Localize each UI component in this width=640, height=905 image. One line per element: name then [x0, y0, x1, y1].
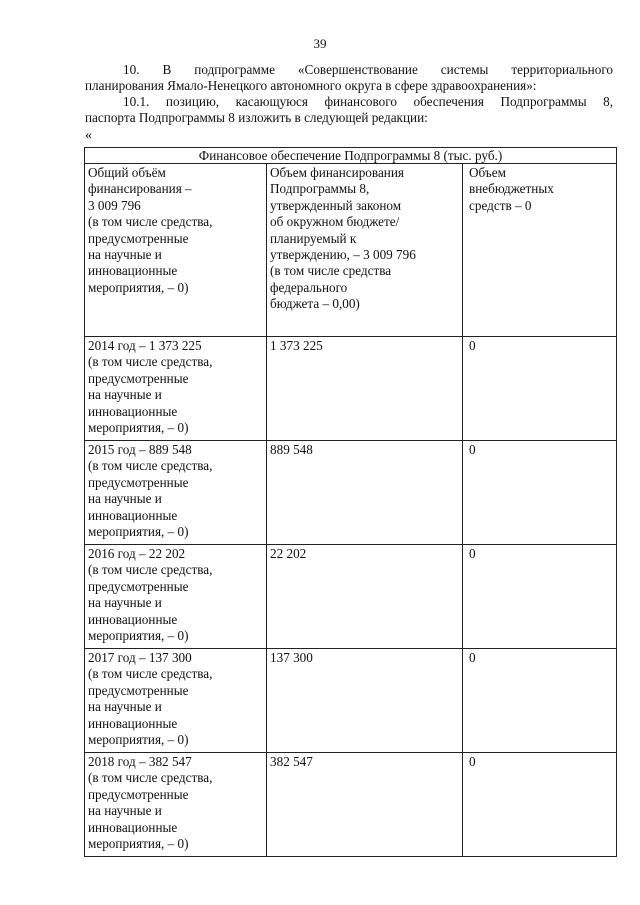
cell-line: инновационные [88, 507, 178, 523]
year-budget-cell: 1 373 225 [267, 337, 463, 441]
cell-line: мероприятия, – 0) [88, 524, 189, 540]
cell-line: (в том числе средства, [88, 770, 213, 786]
cell-line: на научные и [88, 491, 162, 507]
year-total-cell [85, 337, 267, 441]
year-budget-cell: 382 547 [267, 753, 463, 857]
paragraph-line: паспорта Подпрограммы 8 изложить в следующей редакции: [85, 110, 428, 125]
year-total-cell [85, 441, 267, 545]
cell-line: предусмотренные [88, 474, 189, 490]
cell-line: на научные и [88, 595, 162, 611]
header-total-funding [85, 164, 267, 337]
year-extrabudgetary-cell: 0 [463, 545, 617, 649]
cell-line: 3 009 796 [88, 197, 141, 213]
paragraph-10-1 [85, 94, 613, 126]
cell-line: утвержденный законом [270, 197, 402, 213]
paragraph-10 [85, 62, 613, 94]
cell-line: на научные и [88, 699, 162, 715]
table-row [85, 337, 617, 441]
cell-line: на научные и [88, 247, 162, 263]
cell-line: на научные и [88, 803, 162, 819]
cell-line: 2016 год – 22 202 [88, 546, 186, 561]
year-budget-cell: 137 300 [267, 649, 463, 753]
cell-line: бюджета – 0,00) [270, 296, 360, 312]
cell-line: Подпрограммы 8, [270, 181, 370, 197]
cell-line: инновационные [88, 611, 178, 627]
cell-line: инновационные [88, 715, 178, 731]
cell-line: инновационные [88, 819, 178, 835]
header-extrabudgetary [463, 164, 617, 337]
cell-line: средств – 0 [469, 197, 532, 213]
cell-line: (в том числе средства, [88, 354, 213, 370]
cell-line: 2014 год – 1 373 225 [88, 338, 202, 353]
paragraph-line: 10. В подпрограмме «Совершенствование системы территориального [123, 62, 613, 77]
header-program-funding [267, 164, 463, 337]
cell-line: Объем [469, 165, 506, 180]
year-total-cell [85, 545, 267, 649]
cell-line: Общий объём [88, 165, 166, 180]
table-row [85, 441, 617, 545]
cell-line: утверждению, – 3 009 796 [270, 247, 416, 263]
cell-line: предусмотренные [88, 370, 189, 386]
cell-line: федерального [270, 279, 348, 295]
cell-line: инновационные [88, 263, 178, 279]
cell-line: 2018 год – 382 547 [88, 754, 192, 769]
year-budget-cell: 889 548 [267, 441, 463, 545]
table-row [85, 753, 617, 857]
year-extrabudgetary-cell: 0 [463, 337, 617, 441]
page-number: 39 [313, 36, 327, 51]
cell-line: 2015 год – 889 548 [88, 442, 192, 457]
cell-line: 2017 год – 137 300 [88, 650, 192, 665]
cell-line: мероприятия, – 0) [88, 732, 189, 748]
year-extrabudgetary-cell: 0 [463, 649, 617, 753]
paragraph-line: планирования Ямало-Ненецкого автономного округа в сфере здравоохранения»: [85, 78, 537, 93]
cell-line: предусмотренные [88, 578, 189, 594]
cell-line: предусмотренные [88, 230, 189, 246]
cell-line: внебюджетных [469, 181, 554, 197]
paragraph-line: 10.1. позицию, касающуюся финансового обеспечения Подпрограммы 8, [123, 94, 613, 109]
year-total-cell [85, 649, 267, 753]
year-extrabudgetary-cell: 0 [463, 753, 617, 857]
cell-line: мероприятия, – 0) [88, 420, 189, 436]
cell-line: мероприятия, – 0) [88, 628, 189, 644]
year-budget-cell: 22 202 [267, 545, 463, 649]
cell-line: мероприятия, – 0) [88, 279, 189, 295]
cell-line: (в том числе средства, [88, 458, 213, 474]
table-row [85, 545, 617, 649]
year-total-cell [85, 753, 267, 857]
year-extrabudgetary-cell: 0 [463, 441, 617, 545]
cell-line: мероприятия, – 0) [88, 836, 189, 852]
cell-line: инновационные [88, 403, 178, 419]
cell-line: предусмотренные [88, 786, 189, 802]
cell-line: предусмотренные [88, 682, 189, 698]
table-row [85, 649, 617, 753]
table-title: Финансовое обеспечение Подпрограммы 8 (тыс. руб.) [85, 148, 617, 164]
cell-line: (в том числе средства, [88, 214, 213, 230]
cell-line: (в том числе средства [270, 263, 392, 279]
opening-quote-mark: « [85, 128, 92, 143]
cell-line: Объем финансирования [270, 165, 404, 180]
cell-line: (в том числе средства, [88, 666, 213, 682]
cell-line: на научные и [88, 387, 162, 403]
cell-line: (в том числе средства, [88, 562, 213, 578]
cell-line: финансирования – [88, 181, 192, 197]
table-header-row [85, 164, 617, 337]
financing-table [84, 147, 617, 857]
cell-line: планируемый к [270, 230, 357, 246]
cell-line: об окружном бюджете/ [270, 214, 400, 230]
